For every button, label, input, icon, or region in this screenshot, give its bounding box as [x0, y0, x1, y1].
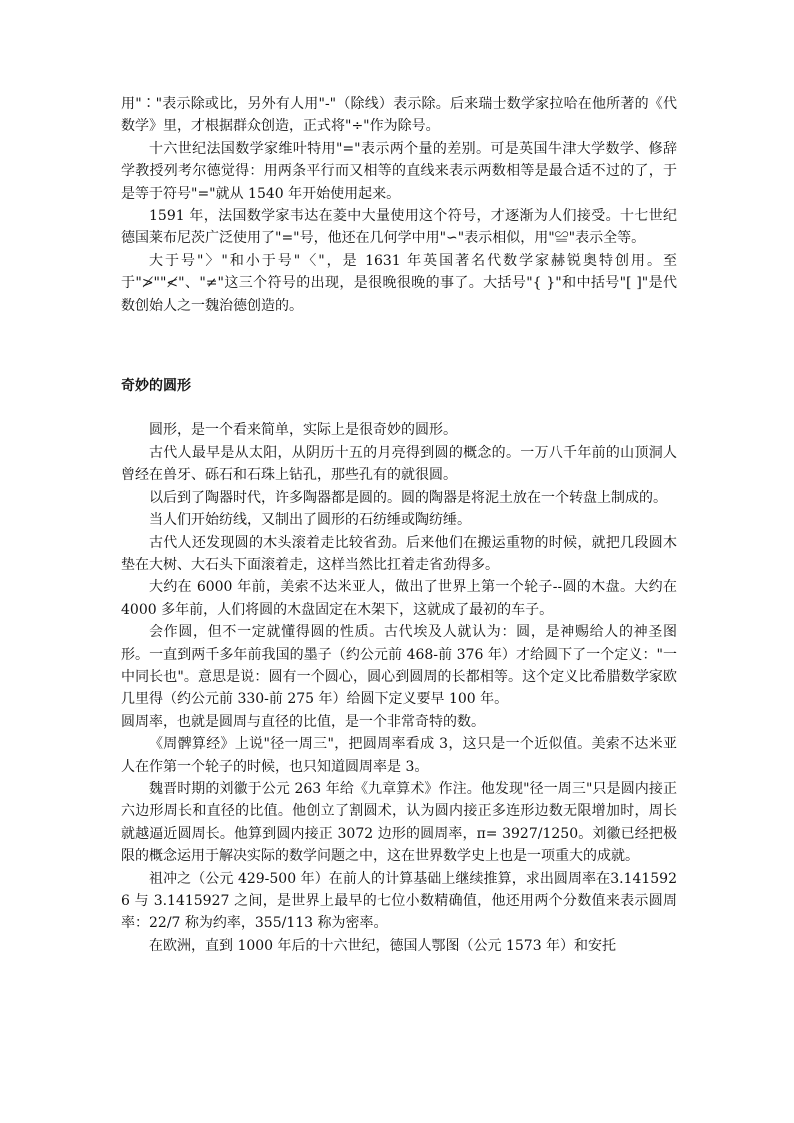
title-gap: [121, 397, 677, 419]
section-gap: [121, 317, 677, 375]
paragraph: 《周髀算经》上说"径一周三"，把圆周率看成 3，这只是一个近似值。美索不达米亚人在作第一个轮子的时候，也只知道圆周率是 3。: [121, 736, 677, 775]
paragraph: 会作圆，但不一定就懂得圆的性质。古代埃及人就认为：圆，是神赐给人的神圣图形。一直到两千多年前我国的墨子（约公元前 468-前 376 年）才给圆下了一个定义："一中同长也"。意思是说：圆有一个圆心，圆心到圆周的长都相等。这个定义比希腊数学家欧几里得（约公元前 330-前 275 年）给圆下定义要早 100 年。: [121, 624, 677, 708]
paragraph: 在欧洲，直到 1000 年后的十六世纪，德国人鄂图（公元 1573 年）和安托: [149, 937, 617, 954]
paragraph: 圆周率，也就是圆周与直径的比值，是一个非常奇特的数。: [121, 713, 485, 730]
paragraph: 大于号"〉"和小于号"〈"，是 1631 年英国著名代数学家赫锐奥特创用。至于"≯""≮"、"≠"这三个符号的出现，是很晚很晚的事了。大括号"{ }"和中括号"[ ]"是代数创始人之一魏治德创造的。: [121, 252, 677, 314]
document-page: [121, 93, 677, 957]
paragraph: 古代人最早是从太阳，从阴历十五的月亮得到圆的概念的。一万八千年前的山顶洞人曾经在兽牙、砾石和石珠上钻孔，那些孔有的就很圆。: [121, 444, 677, 484]
paragraph: 圆形，是一个看来简单，实际上是很奇妙的圆形。: [149, 422, 457, 439]
section-title: 奇妙的圆形: [121, 378, 191, 395]
section-circle: [121, 419, 677, 957]
paragraph: 古代人还发现圆的木头滚着走比较省劲。后来他们在搬运重物的时候，就把几段圆木垫在大树、大石头下面滚着走，这样当然比扛着走省劲得多。: [121, 534, 677, 573]
paragraph: 当人们开始纺线，又制出了圆形的石纺缍或陶纺缍。: [149, 512, 471, 529]
section-math-symbols: [121, 93, 677, 317]
paragraph: 十六世纪法国数学家维叶特用"="表示两个量的差别。可是英国牛津大学数学、修辞学教授列考尔德觉得：用两条平行而又相等的直线来表示两数相等是最合适不过的了，于是等于符号"="就从 1540 年开始使用起来。: [121, 140, 677, 202]
paragraph: 魏晋时期的刘徽于公元 263 年给《九章算术》作注。他发现"径一周三"只是圆内接正六边形周长和直径的比值。他创立了割圆术，认为圆内接正多连形边数无限增加时，周长就越逼近圆周长。他算到圆内接正 3072 边形的圆周率，π= 3927/1250。刘徽已经把极限的概念运用于解决实际的数学问题之中，这在世界数学史上也是一项重大的成就。: [121, 780, 677, 865]
paragraph: 祖冲之（公元 429-500 年）在前人的计算基础上继续推算，求出圆周率在3.1415926 与 3.1415927 之间，是世界上最早的七位小数精确值，他还用两个分数值来表示圆周率：22/7 称为约率，355/113 称为密率。: [121, 870, 677, 932]
paragraph: 大约在 6000 年前，美索不达米亚人，做出了世界上第一个轮子--圆的木盘。大约在 4000 多年前，人们将圆的木盘固定在木架下，这就成了最初的车子。: [121, 579, 677, 618]
paragraph: 以后到了陶器时代，许多陶器都是圆的。圆的陶器是将泥土放在一个转盘上制成的。: [149, 489, 667, 506]
paragraph: 1591 年，法国数学家韦达在菱中大量使用这个符号，才逐渐为人们接受。十七世纪德国莱布尼茨广泛使用了"="号，他还在几何学中用"∽"表示相似，用"≌"表示全等。: [121, 208, 677, 247]
paragraph: 用"∶"表示除或比，另外有人用"-"（除线）表示除。后来瑞士数学家拉哈在他所著的《代数学》里，才根据群众创造，正式将"÷"作为除号。: [121, 96, 677, 135]
